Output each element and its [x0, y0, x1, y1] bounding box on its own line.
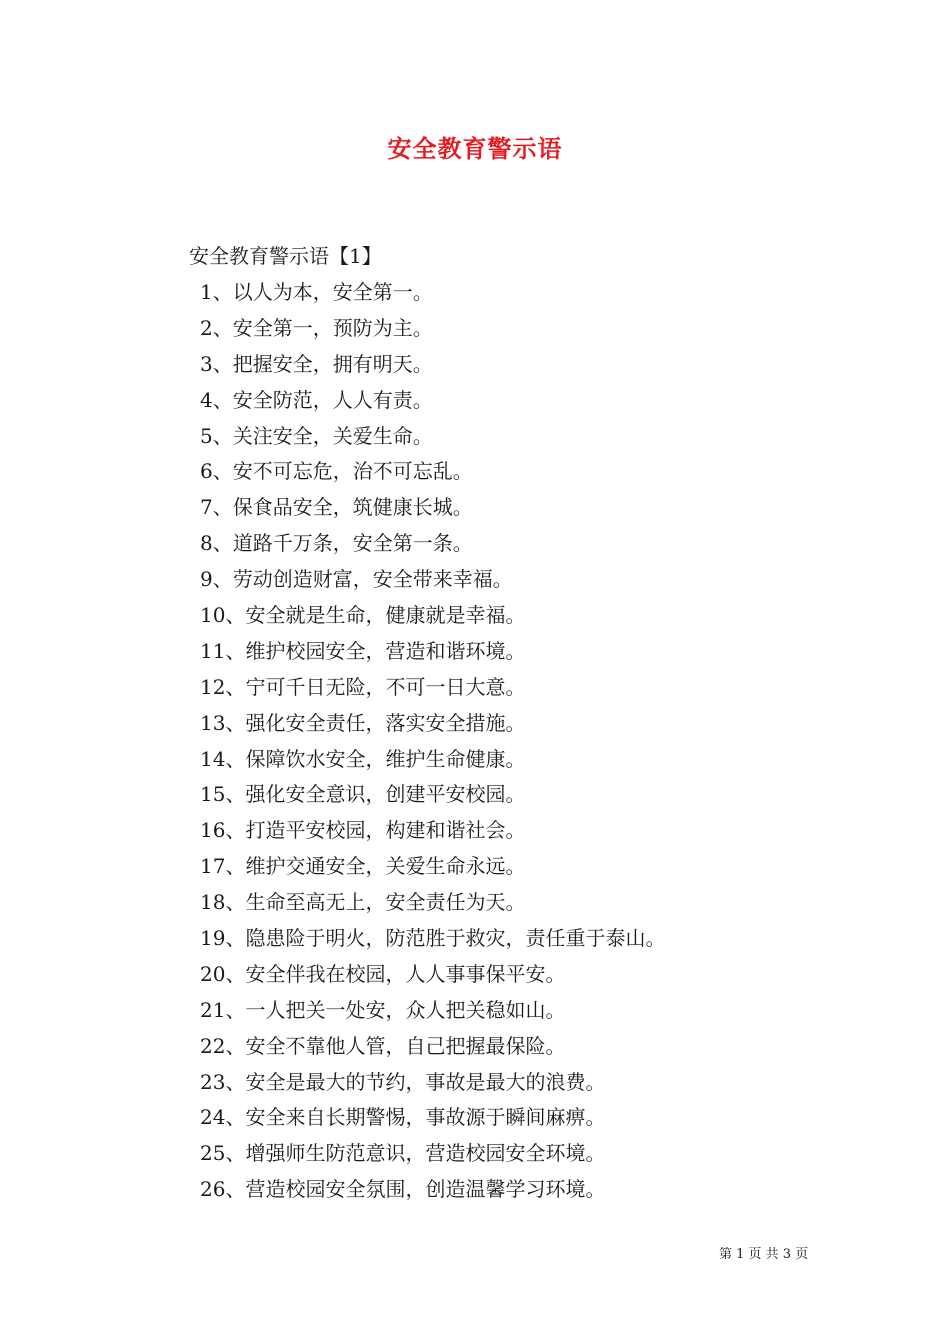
slogan-item: 10、安全就是生命，健康就是幸福。: [200, 603, 526, 628]
slogan-item: 2、安全第一，预防为主。: [200, 315, 433, 340]
slogan-item: 9、劳动创造财富，安全带来幸福。: [200, 567, 513, 592]
slogan-item: 14、保障饮水安全，维护生命健康。: [200, 746, 526, 771]
slogan-item: 12、宁可千日无险，不可一日大意。: [200, 674, 526, 699]
slogan-item: 16、打造平安校园，构建和谐社会。: [200, 818, 526, 843]
slogan-item: 21、一人把关一处安，众人把关稳如山。: [200, 997, 566, 1022]
page-title: 安全教育警示语: [387, 134, 563, 163]
slogan-item: 25、增强师生防范意识，营造校园安全环境。: [200, 1141, 606, 1166]
slogan-item: 20、安全伴我在校园，人人事事保平安。: [200, 961, 566, 986]
section-heading: 安全教育警示语【1】: [189, 244, 382, 268]
slogan-item: 6、安不可忘危，治不可忘乱。: [200, 459, 473, 484]
page-footer: 第 1 页 共 3 页: [719, 1247, 809, 1262]
slogan-item: 18、生命至高无上，安全责任为天。: [200, 890, 526, 915]
slogan-item: 13、强化安全责任，落实安全措施。: [200, 710, 526, 735]
slogan-item: 7、保食品安全，筑健康长城。: [200, 495, 473, 520]
slogan-item: 24、安全来自长期警惕，事故源于瞬间麻痹。: [200, 1105, 606, 1130]
slogan-item: 19、隐患险于明火，防范胜于救灾，责任重于泰山。: [200, 926, 666, 951]
slogan-item: 15、强化安全意识，创建平安校园。: [200, 782, 526, 807]
slogan-item: 26、营造校园安全氛围，创造温馨学习环境。: [200, 1177, 606, 1202]
slogan-item: 8、道路千万条，安全第一条。: [200, 531, 473, 556]
slogan-item: 22、安全不靠他人管，自己把握最保险。: [200, 1033, 566, 1058]
slogan-item: 1、以人为本，安全第一。: [200, 280, 433, 304]
slogan-list: [200, 277, 665, 1210]
slogan-item: 17、维护交通安全，关爱生命永远。: [200, 854, 526, 879]
slogan-item: 11、维护校园安全，营造和谐环境。: [200, 638, 526, 663]
slogan-item: 3、把握安全，拥有明天。: [200, 351, 433, 376]
slogan-item: 4、安全防范，人人有责。: [200, 387, 433, 412]
slogan-item: 23、安全是最大的节约，事故是最大的浪费。: [200, 1069, 606, 1094]
slogan-item: 5、关注安全，关爱生命。: [200, 423, 433, 448]
